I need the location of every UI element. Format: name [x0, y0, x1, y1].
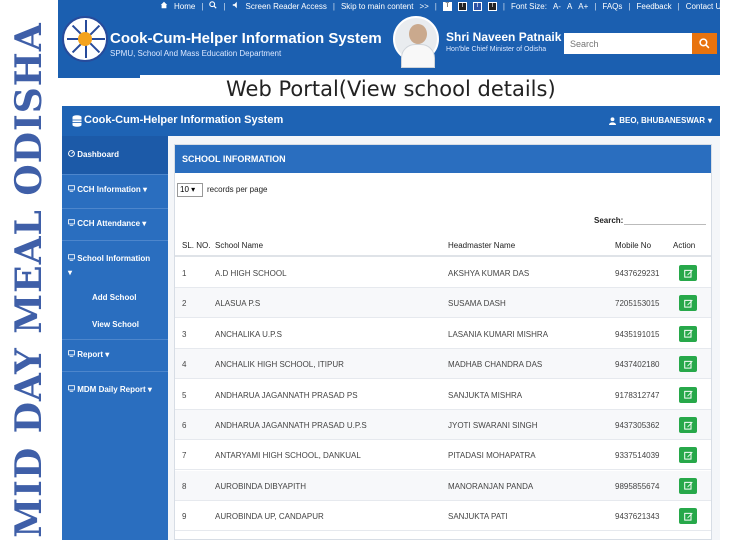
- cm-designation: Hon'ble Chief Minister of Odisha: [446, 46, 547, 53]
- edit-button[interactable]: [679, 508, 697, 524]
- home-icon[interactable]: [160, 1, 168, 11]
- chevron-down-icon: ▾: [707, 116, 712, 125]
- site-search-input[interactable]: [564, 33, 692, 54]
- cell-mobile-no: 9895855674: [615, 481, 660, 491]
- chief-minister-photo: [393, 16, 439, 62]
- cell-sl-no: 6: [182, 421, 187, 430]
- brand-title[interactable]: Cook-Cum-Helper Information System: [110, 30, 382, 47]
- brand-subtitle: SPMU, School And Mass Education Department: [110, 49, 282, 58]
- table-row: [175, 319, 711, 349]
- site-search-button[interactable]: [692, 33, 717, 54]
- chevron-down-icon: ▾: [68, 268, 73, 277]
- edit-icon: [684, 360, 693, 369]
- panel-title: SCHOOL INFORMATION: [175, 145, 711, 173]
- table-row: [175, 349, 711, 379]
- separator: |: [628, 1, 631, 11]
- feedback-link[interactable]: Feedback: [636, 1, 672, 11]
- cell-sl-no: 8: [182, 481, 187, 491]
- monitor-icon: [68, 350, 77, 359]
- monitor-icon: [68, 185, 77, 194]
- sidebar-subitem-view-school[interactable]: View School: [92, 320, 139, 329]
- skip-arrow: >>: [419, 1, 429, 11]
- theme-black-button[interactable]: T: [488, 2, 497, 11]
- cell-mobile-no: 7205153015: [615, 299, 660, 309]
- cell-sl-no: 2: [182, 299, 187, 309]
- separator: |: [223, 1, 226, 11]
- user-name: BEO, BHUBANESWAR: [619, 116, 705, 125]
- cell-school-name: AUROBINDA DIBYAPITH: [215, 481, 306, 491]
- sidebar-item-dashboard[interactable]: [62, 136, 168, 174]
- table-row: [175, 410, 711, 440]
- edit-icon: [684, 421, 693, 430]
- theme-white-button[interactable]: T: [443, 2, 452, 11]
- cell-mobile-no: 9435191015: [615, 329, 660, 339]
- odisha-emblem-logo[interactable]: [62, 16, 108, 62]
- school-information-panel: [174, 144, 712, 540]
- cell-school-name: ANDHARUA JAGANNATH PRASAD PS: [215, 390, 358, 400]
- edit-button[interactable]: [679, 417, 697, 433]
- cell-mobile-no: 9178312747: [615, 390, 660, 400]
- cell-headmaster-name: LASANIA KUMARI MISHRA: [448, 329, 549, 339]
- table-search-input[interactable]: [624, 207, 706, 225]
- cell-headmaster-name: AKSHYA KUMAR DAS: [448, 269, 530, 278]
- faqs-link[interactable]: FAQs: [602, 1, 623, 11]
- divider: [62, 174, 168, 175]
- cell-school-name: AUROBINDA UP, CANDAPUR: [215, 512, 324, 522]
- font-increase-button[interactable]: A+: [578, 1, 589, 11]
- sidebar-item-report[interactable]: [62, 347, 168, 363]
- sidebar-item-school-information[interactable]: [62, 252, 168, 282]
- cell-school-name: ANDHARUA JAGANNATH PRASAD U.P.S: [215, 421, 367, 430]
- separator: |: [502, 1, 505, 11]
- page-length-select[interactable]: 10 ▾: [177, 183, 203, 197]
- divider: [62, 208, 168, 209]
- cell-sl-no: 4: [182, 360, 187, 370]
- separator: |: [731, 1, 733, 11]
- cell-school-name: ANCHALIKA U.P.S: [215, 329, 282, 339]
- user-menu[interactable]: [609, 116, 712, 125]
- column-header-sl-no[interactable]: SL. NO.: [182, 241, 211, 250]
- cell-mobile-no: 9437305362: [615, 421, 660, 430]
- monitor-icon: [68, 254, 77, 263]
- cell-mobile-no: 9437621343: [615, 512, 660, 522]
- edit-button[interactable]: [679, 447, 697, 463]
- monitor-icon: [68, 385, 77, 394]
- divider: [62, 371, 168, 372]
- table-header: [175, 233, 711, 257]
- monitor-icon: [68, 219, 77, 228]
- edit-icon: [684, 299, 693, 308]
- sidebar-item-label: Report ▾: [77, 350, 110, 359]
- edit-icon: [684, 329, 693, 338]
- edit-button[interactable]: [679, 387, 697, 403]
- sidebar-item-cch-attendance[interactable]: [62, 216, 168, 232]
- table-row: [175, 501, 711, 531]
- font-decrease-button[interactable]: A-: [552, 1, 561, 11]
- database-icon: [72, 115, 82, 127]
- separator: |: [434, 1, 437, 11]
- top-links-bar: [160, 0, 733, 12]
- sidebar-item-label: Dashboard: [77, 150, 120, 159]
- sidebar-item-mdm-daily-report[interactable]: [62, 382, 168, 398]
- dashboard-icon: [68, 150, 77, 159]
- main-content: [168, 136, 720, 540]
- slide-caption: Web Portal(View school details): [140, 75, 720, 105]
- user-icon: [609, 117, 616, 125]
- cell-headmaster-name: PITADASI MOHAPATRA: [448, 451, 536, 461]
- sidebar-subitem-add-school[interactable]: Add School: [92, 293, 137, 302]
- cell-headmaster-name: SUSAMA DASH: [448, 299, 506, 309]
- cell-sl-no: 9: [182, 512, 187, 522]
- column-header-headmaster-name[interactable]: Headmaster Name: [448, 241, 516, 250]
- edit-icon: [684, 269, 693, 278]
- column-header-action: Action: [673, 241, 696, 250]
- cell-headmaster-name: MANORANJAN PANDA: [448, 481, 534, 491]
- cell-headmaster-name: SANJUKTA MISHRA: [448, 390, 523, 400]
- column-header-school-name[interactable]: School Name: [215, 241, 264, 250]
- edit-button[interactable]: [679, 326, 697, 342]
- cell-headmaster-name: MADHAB CHANDRA DAS: [448, 360, 543, 370]
- separator: |: [594, 1, 597, 11]
- divider: [62, 339, 168, 340]
- sidebar: [62, 136, 168, 540]
- search-icon: [699, 38, 710, 49]
- cell-sl-no: 1: [182, 269, 187, 278]
- side-banner: [0, 0, 58, 540]
- table-row: [175, 440, 711, 470]
- app-navbar: [62, 106, 720, 136]
- sidebar-item-label: MDM Daily Report ▾: [77, 385, 152, 394]
- edit-icon: [684, 390, 693, 399]
- separator: |: [201, 1, 204, 11]
- table-row: [175, 258, 711, 288]
- edit-button[interactable]: [679, 265, 697, 281]
- table-search-label: Search:: [594, 216, 624, 225]
- speaker-icon: [232, 1, 240, 11]
- edit-icon: [684, 512, 693, 521]
- contact-link[interactable]: Contact Us: [685, 1, 726, 11]
- sidebar-item-label: CCH Information ▾: [77, 185, 148, 194]
- sidebar-item-label: School Information: [77, 254, 151, 263]
- cell-sl-no: 3: [182, 329, 187, 339]
- cell-school-name: ANTARYAMI HIGH SCHOOL, DANKUAL: [215, 451, 361, 461]
- theme-dark-button[interactable]: T: [458, 2, 467, 11]
- table-row: [175, 288, 711, 318]
- cell-school-name: ANCHALIK HIGH SCHOOL, ITIPUR: [215, 360, 344, 370]
- edit-icon: [684, 451, 693, 460]
- cell-mobile-no: 9337514039: [615, 451, 660, 461]
- font-size-label: Font Size:: [510, 1, 547, 11]
- cell-sl-no: 5: [182, 390, 187, 400]
- cell-mobile-no: 9437402180: [615, 360, 660, 370]
- table-row: [175, 380, 711, 410]
- app-title[interactable]: Cook-Cum-Helper Information System: [84, 114, 284, 126]
- separator: |: [677, 1, 680, 11]
- edit-button[interactable]: [679, 295, 697, 311]
- edit-button[interactable]: [679, 356, 697, 372]
- search-icon[interactable]: [209, 1, 217, 11]
- cell-school-name: ALASUA P.S: [215, 299, 261, 309]
- cm-name: Shri Naveen Patnaik: [446, 30, 562, 44]
- edit-button[interactable]: [679, 478, 697, 494]
- cell-headmaster-name: JYOTI SWARANI SINGH: [448, 421, 538, 430]
- cell-school-name: A.D HIGH SCHOOL: [215, 269, 287, 278]
- theme-blue-button[interactable]: T: [473, 2, 482, 11]
- cell-sl-no: 7: [182, 451, 187, 461]
- page-length-label: records per page: [207, 185, 268, 194]
- table-row: [175, 471, 711, 501]
- edit-icon: [684, 481, 693, 490]
- sidebar-item-label: CCH Attendance ▾: [77, 219, 147, 228]
- font-normal-button[interactable]: A: [566, 1, 573, 11]
- column-header-mobile-no[interactable]: Mobile No: [615, 241, 652, 250]
- screen-reader-link[interactable]: Screen Reader Access: [245, 1, 327, 11]
- divider: [62, 240, 168, 241]
- side-banner-text: MID DAY MEAL ODISHA: [8, 22, 50, 538]
- cell-mobile-no: 9437629231: [615, 269, 660, 278]
- cell-headmaster-name: SANJUKTA PATI: [448, 512, 508, 522]
- home-link[interactable]: Home: [174, 1, 196, 11]
- separator: |: [332, 1, 335, 11]
- sidebar-item-cch-information[interactable]: [62, 182, 168, 198]
- skip-to-content-link[interactable]: Skip to main content: [340, 1, 414, 11]
